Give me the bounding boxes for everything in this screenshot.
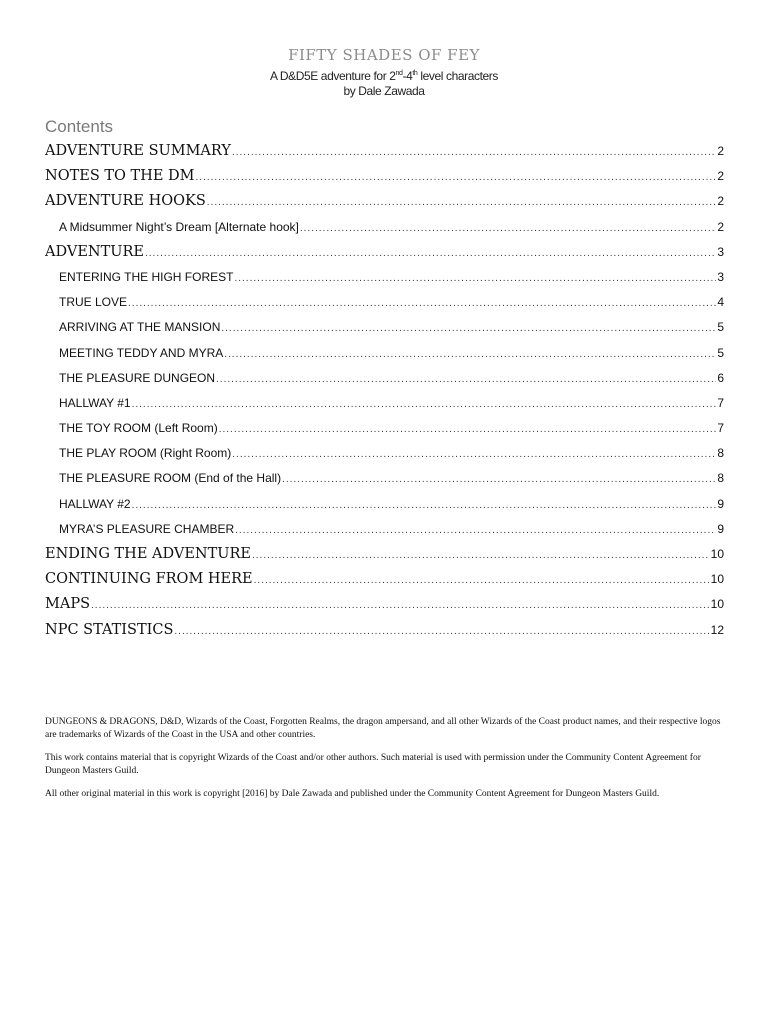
toc-entry[interactable] [45,391,724,416]
toc-entry-label: TRUE LOVE [59,295,128,310]
toc-entry-label: ADVENTURE [45,243,144,260]
original-material-notice: All other original material in this work is copyright [2016] by Dale Zawada and published under the Community Content Agreement for Dungeon Masters Guild. [45,789,660,799]
toc-page-number: 7 [717,421,724,436]
table-of-contents [45,139,724,643]
toc-entry[interactable] [45,492,724,517]
toc-entry-label: NOTES TO THE DM [45,168,195,185]
toc-dot-leader [196,165,717,189]
toc-entry-label: HALLWAY #1 [59,395,131,410]
toc-page-number: 4 [717,295,724,310]
toc-entry-label: THE PLEASURE ROOM (End of the Hall) [59,471,282,486]
subtitle-superscript-nd: nd [395,70,403,77]
toc-page-number: 9 [717,521,724,536]
toc-page-number: 6 [717,370,724,385]
toc-page-number: 2 [717,144,724,158]
document-title: FIFTY SHADES OF FEY [288,46,480,64]
toc-dot-leader [132,493,717,517]
toc-entry-label: MEETING TEDDY AND MYRA [59,345,224,360]
toc-entry[interactable] [45,315,724,340]
copyright-notice: This work contains material that is copyright Wizards of the Coast and/or other authors. Such material is used with permission under the Community Content Agreement for Dungeon Masters Guild. [45,753,701,776]
toc-dot-leader [174,619,709,643]
toc-entry[interactable] [45,618,724,643]
toc-dot-leader [232,140,716,164]
toc-dot-leader [132,392,717,416]
legal-notice [45,716,725,811]
toc-page-number: 10 [710,572,724,587]
toc-dot-leader [91,593,710,617]
toc-page-number: 8 [717,471,724,486]
document-subtitle [0,66,768,84]
toc-dot-leader [219,417,717,441]
toc-dot-leader [145,241,716,265]
toc-entry[interactable] [45,466,724,491]
toc-entry[interactable] [45,164,724,189]
toc-entry[interactable] [45,240,724,265]
toc-entry[interactable] [45,139,724,164]
toc-page-number: 2 [717,169,724,184]
toc-entry-label: ADVENTURE HOOKS [45,193,206,210]
subtitle-suffix: level characters [417,69,499,83]
toc-dot-leader [234,266,716,290]
toc-entry-label: MYRA’S PLEASURE CHAMBER [59,521,235,536]
toc-entry-label: THE PLEASURE DUNGEON [59,370,216,385]
toc-entry[interactable] [45,542,724,567]
toc-entry[interactable] [45,567,724,592]
toc-entry-label: CONTINUING FROM HERE [45,571,253,588]
toc-page-number: 3 [717,269,724,284]
toc-dot-leader [252,543,710,567]
toc-page-number: 7 [717,395,724,410]
subtitle-range: -4 [402,69,413,83]
subtitle-prefix: A D&D5E adventure for 2 [269,69,396,83]
toc-entry[interactable] [45,416,724,441]
toc-entry-label: ENDING THE ADVENTURE [45,546,251,562]
author-byline: by Dale Zawada [343,84,425,98]
toc-dot-leader [224,342,716,366]
toc-entry[interactable] [45,265,724,290]
toc-entry[interactable] [45,517,724,542]
toc-page-number: 2 [717,219,724,234]
toc-entry-label: NPC STATISTICS [45,621,174,638]
toc-page-number: 2 [717,194,724,209]
toc-entry-label: ARRIVING AT THE MANSION [59,320,221,335]
toc-entry-label: HALLWAY #2 [59,496,131,511]
subtitle-superscript-th: th [412,70,418,77]
toc-entry-label: THE TOY ROOM (Left Room) [59,421,218,436]
toc-dot-leader [254,568,710,592]
toc-page-number: 3 [717,244,724,259]
toc-dot-leader [128,291,716,315]
trademark-notice: DUNGEONS & DRAGONS, D&D, Wizards of the Coast, Forgotten Realms, the dragon ampersand, and all other Wizards of the Coast product names, and their respective logos are trademarks of Wizards of the Coast in the USA and other countries. [45,717,721,740]
toc-dot-leader [221,316,716,340]
toc-page-number: 10 [710,547,724,561]
toc-entry-label: A Midsummer Night’s Dream [Alternate hook] [59,219,299,234]
toc-dot-leader [207,190,717,214]
toc-dot-leader [216,367,716,391]
toc-page-number: 5 [717,320,724,335]
toc-dot-leader [232,442,716,466]
contents-heading: Contents [45,117,114,136]
toc-entry[interactable] [45,592,724,617]
toc-dot-leader [282,467,716,491]
toc-entry[interactable] [45,215,724,240]
toc-entry[interactable] [45,366,724,391]
toc-dot-leader [235,518,716,542]
toc-entry-label: THE PLAY ROOM (Right Room) [59,446,232,461]
toc-dot-leader [300,216,716,240]
toc-page-number: 9 [717,496,724,511]
toc-entry-label: MAPS [45,596,91,613]
title-block [0,44,768,99]
toc-entry[interactable] [45,341,724,366]
toc-page-number: 5 [717,345,724,360]
toc-page-number: 8 [717,446,724,461]
toc-entry-label: ENTERING THE HIGH FOREST [59,269,234,284]
toc-entry[interactable] [45,290,724,315]
toc-page-number: 10 [710,597,724,612]
toc-entry-label: ADVENTURE SUMMARY [45,143,231,159]
toc-page-number: 12 [710,622,724,637]
toc-entry[interactable] [45,189,724,214]
toc-entry[interactable] [45,441,724,466]
